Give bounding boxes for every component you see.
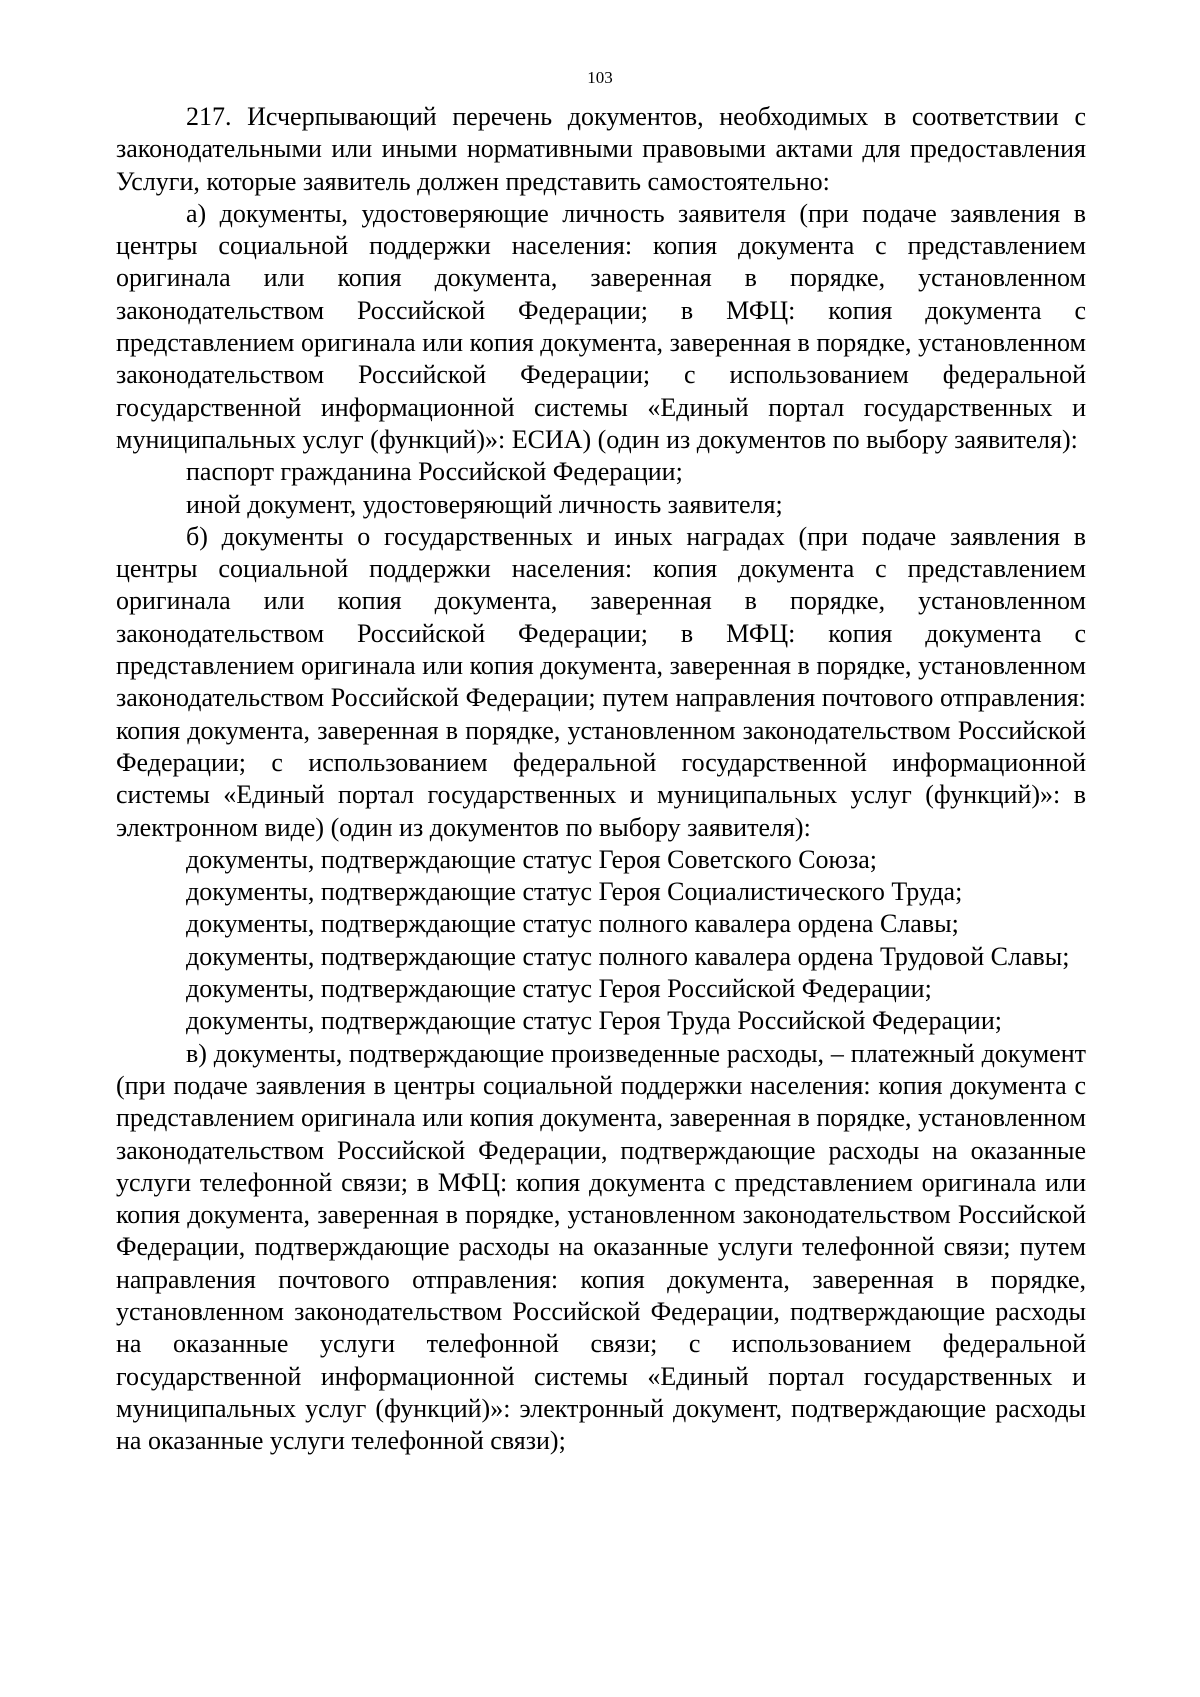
list-item: иной документ, удостоверяющий личность заявителя; xyxy=(186,489,783,519)
paragraph-b: б) документы о государственных и иных наградах (при подаче заявления в центры социальной поддержки населения: копия документа с представлением оригинала или копия документа, заверенная в порядке, установленном законодательством Российской Федерации; в МФЦ: копия документа с представлением оригинала или копия документа, заверенная в порядке, установленном законодательством Российской Федерации; путем направления почтового отправления: копия документа, заверенная в порядке, установленном законодательством Российской Федерации; с использованием федеральной государственной информационной системы «Единый портал государственных и муниципальных услуг (функций)»: в электронном виде) (один из документов по выбору заявителя): xyxy=(116,521,1086,842)
list-item: документы, подтверждающие статус полного кавалера ордена Трудовой Славы; xyxy=(186,941,1070,971)
paragraph-v: в) документы, подтверждающие произведенные расходы, – платежный документ (при подаче заявления в центры социальной поддержки населения: копия документа с представлением оригинала или копия документа, заверенная в порядке, установленном законодательством Российской Федерации, подтверждающие расходы на оказанные услуги телефонной связи; в МФЦ: копия документа с представлением оригинала или копия документа, заверенная в порядке, установленном законодательством Российской Федерации, подтверждающие расходы на оказанные услуги телефонной связи; путем направления почтового отправления: копия документа, заверенная в порядке, установленном законодательством Российской Федерации, подтверждающие расходы на оказанные услуги телефонной связи; с использованием федеральной государственной информационной системы «Единый портал государственных и муниципальных услуг (функций)»: электронный документ, подтверждающие расходы на оказанные услуги телефонной связи); xyxy=(116,1038,1086,1456)
list-item: документы, подтверждающие статус Героя Советского Союза; xyxy=(186,844,877,874)
document-body xyxy=(116,101,1086,1457)
paragraph-217: 217. Исчерпывающий перечень документов, необходимых в соответствии с законодательными или иными нормативными правовыми актами для предоставления Услуги, которые заявитель должен представить самостоятельно: xyxy=(116,102,1086,196)
list-item: документы, подтверждающие статус полного кавалера ордена Славы; xyxy=(186,909,959,939)
paragraph-a: а) документы, удостоверяющие личность заявителя (при подаче заявления в центры социальной поддержки населения: копия документа с представлением оригинала или копия документа, заверенная в порядке, установленном законодательством Российской Федерации; в МФЦ: копия документа с представлением оригинала или копия документа, заверенная в порядке, установленном законодательством Российской Федерации; с использованием федеральной государственной информационной системы «Единый портал государственных и муниципальных услуг (функций)»: ЕСИА) (один из документов по выбору заявителя): xyxy=(116,198,1086,454)
page-number: 103 xyxy=(587,68,613,87)
list-item: документы, подтверждающие статус Героя Российской Федерации; xyxy=(186,974,932,1004)
list-item: документы, подтверждающие статус Героя Социалистического Труда; xyxy=(186,877,963,907)
list-item: паспорт гражданина Российской Федерации; xyxy=(186,457,683,487)
list-item: документы, подтверждающие статус Героя Труда Российской Федерации; xyxy=(186,1006,1002,1036)
